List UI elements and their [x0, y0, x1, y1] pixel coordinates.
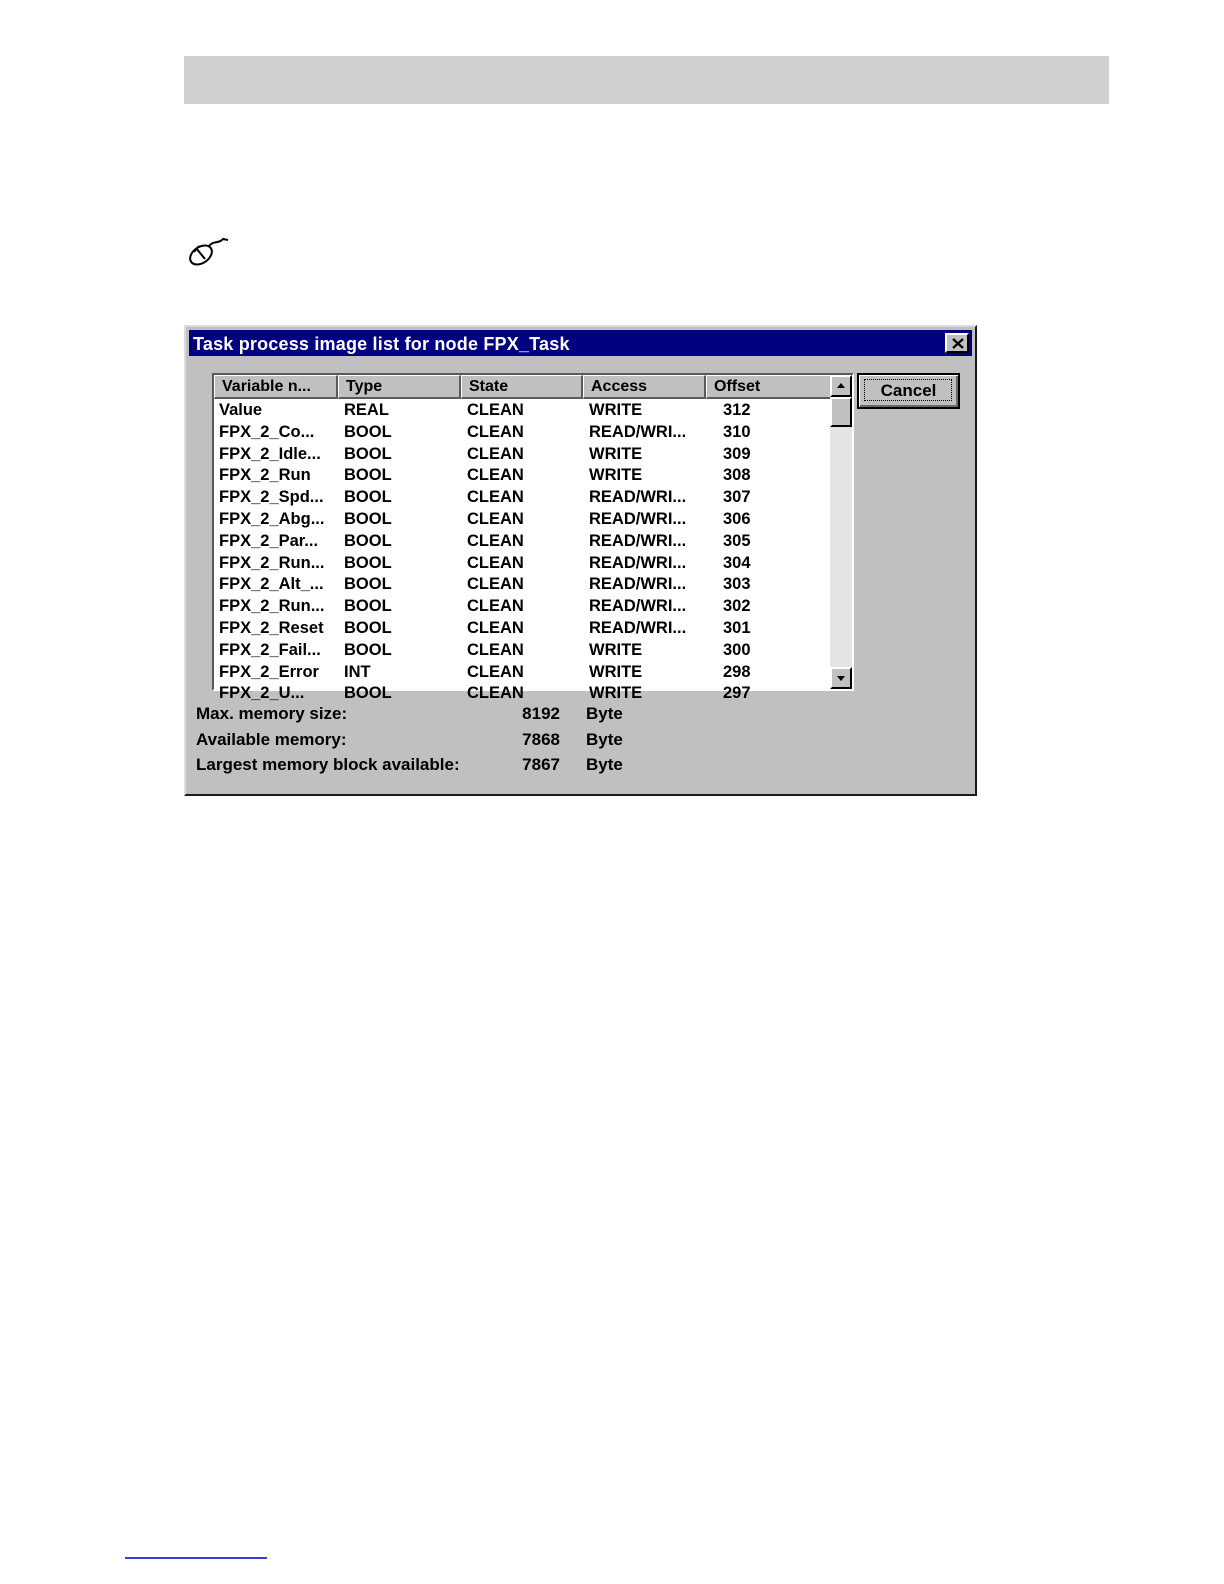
cell-access: READ/WRI...: [589, 509, 687, 528]
cell-variable-name: FPX_2_Spd...: [219, 488, 324, 507]
arrow-up-icon: [836, 382, 846, 390]
cell-offset: 306: [723, 509, 751, 528]
close-icon: [952, 338, 964, 349]
memory-unit: Byte: [586, 729, 623, 749]
page-header-bar: [184, 56, 1109, 104]
cell-variable-name: FPX_2_Par...: [219, 531, 319, 550]
cell-state: CLEAN: [467, 640, 524, 659]
memory-unit: Byte: [586, 755, 623, 775]
cell-type: BOOL: [344, 531, 392, 550]
list-row[interactable]: [214, 421, 830, 443]
list-row[interactable]: [214, 486, 830, 508]
cell-state: CLEAN: [467, 422, 524, 441]
memory-row-available: [196, 730, 796, 756]
memory-row-largest-block: [196, 755, 796, 781]
list-row[interactable]: [214, 617, 830, 639]
list-row[interactable]: [214, 661, 830, 683]
cell-state: CLEAN: [467, 575, 524, 594]
list-row[interactable]: [214, 573, 830, 595]
cell-state: CLEAN: [467, 509, 524, 528]
cell-variable-name: FPX_2_Run: [219, 466, 311, 485]
cell-variable-name: FPX_2_Co...: [219, 422, 315, 441]
column-header-row: [214, 375, 830, 399]
list-row[interactable]: [214, 595, 830, 617]
dialog-title: Task process image list for node FPX_Task: [193, 334, 570, 354]
cell-state: CLEAN: [467, 618, 524, 637]
cell-access: READ/WRI...: [589, 597, 687, 616]
cell-variable-name: FPX_2_Run...: [219, 597, 325, 616]
cancel-button[interactable]: [857, 373, 960, 409]
cell-state: CLEAN: [467, 488, 524, 507]
cell-offset: 304: [723, 553, 751, 572]
scroll-down-button[interactable]: [830, 667, 852, 689]
cell-access: WRITE: [589, 640, 643, 659]
column-header-access[interactable]: Access: [583, 375, 706, 399]
cell-variable-name: FPX_2_Idle...: [219, 444, 321, 463]
list-row[interactable]: [214, 530, 830, 552]
cell-type: BOOL: [344, 553, 392, 572]
memory-value: 7868: [522, 729, 560, 749]
list-row[interactable]: [214, 552, 830, 574]
memory-value: 7867: [522, 755, 560, 775]
list-row[interactable]: [214, 508, 830, 530]
cell-variable-name: FPX_2_Fail...: [219, 640, 321, 659]
task-process-image-dialog: [184, 325, 977, 796]
cell-offset: 308: [723, 466, 751, 485]
cell-access: WRITE: [589, 684, 643, 703]
cell-type: BOOL: [344, 640, 392, 659]
cell-offset: 297: [723, 684, 751, 703]
memory-row-max: [196, 704, 796, 730]
cell-state: CLEAN: [467, 444, 524, 463]
dialog-titlebar[interactable]: [189, 330, 972, 356]
cell-offset: 303: [723, 575, 751, 594]
cell-type: REAL: [344, 401, 389, 419]
cell-variable-name: FPX_2_Alt_...: [219, 575, 324, 594]
column-header-type[interactable]: Type: [338, 375, 461, 399]
memory-label: Largest memory block available:: [196, 755, 460, 775]
cell-offset: 309: [723, 444, 751, 463]
cell-access: READ/WRI...: [589, 575, 687, 594]
scroll-thumb[interactable]: [830, 397, 852, 427]
cell-access: READ/WRI...: [589, 488, 687, 507]
close-button[interactable]: [945, 333, 969, 353]
cell-offset: 301: [723, 618, 751, 637]
cell-type: BOOL: [344, 597, 392, 616]
cell-type: BOOL: [344, 575, 392, 594]
memory-info: [196, 704, 796, 781]
cell-variable-name: FPX_2_U...: [219, 684, 305, 703]
arrow-down-icon: [836, 674, 846, 682]
cell-state: CLEAN: [467, 553, 524, 572]
cell-variable-name: FPX_2_Error: [219, 662, 319, 681]
list-rows: [214, 399, 830, 704]
variable-list[interactable]: [212, 373, 854, 703]
column-header-state[interactable]: State: [461, 375, 583, 399]
vertical-scrollbar[interactable]: [830, 375, 852, 689]
cell-type: BOOL: [344, 444, 392, 463]
cell-access: READ/WRI...: [589, 553, 687, 572]
cell-access: WRITE: [589, 444, 643, 463]
cell-type: BOOL: [344, 466, 392, 485]
cell-type: BOOL: [344, 509, 392, 528]
cell-state: CLEAN: [467, 531, 524, 550]
cell-state: CLEAN: [467, 401, 524, 419]
footer-rule: [125, 1557, 267, 1559]
cell-type: BOOL: [344, 684, 392, 703]
cell-variable-name: FPX_2_Abg...: [219, 509, 325, 528]
cell-type: BOOL: [344, 618, 392, 637]
cell-access: READ/WRI...: [589, 531, 687, 550]
cell-variable-name: Value: [219, 401, 263, 419]
list-row[interactable]: [214, 639, 830, 661]
cell-offset: 300: [723, 640, 751, 659]
cell-access: READ/WRI...: [589, 422, 687, 441]
cell-offset: 305: [723, 531, 751, 550]
cell-offset: 312: [723, 401, 751, 419]
cell-state: CLEAN: [467, 597, 524, 616]
cancel-label: Cancel: [880, 381, 937, 400]
memory-label: Max. memory size:: [196, 704, 348, 723]
cell-offset: 302: [723, 597, 751, 616]
cell-access: WRITE: [589, 401, 643, 419]
cell-offset: 307: [723, 488, 751, 507]
memory-value: 8192: [522, 704, 560, 723]
cell-state: CLEAN: [467, 466, 524, 485]
cell-variable-name: FPX_2_Run...: [219, 553, 325, 572]
list-row[interactable]: [214, 464, 830, 486]
memory-unit: Byte: [586, 704, 623, 723]
cell-access: READ/WRI...: [589, 618, 687, 637]
cell-access: WRITE: [589, 662, 643, 681]
cell-state: CLEAN: [467, 662, 524, 681]
list-row[interactable]: [214, 682, 830, 704]
cell-offset: 298: [723, 662, 751, 681]
list-row[interactable]: [214, 443, 830, 465]
list-row[interactable]: [214, 399, 830, 421]
cell-access: WRITE: [589, 466, 643, 485]
cell-offset: 310: [723, 422, 751, 441]
cell-type: INT: [344, 662, 371, 681]
column-header-offset[interactable]: Offset: [706, 375, 834, 399]
cell-type: BOOL: [344, 488, 392, 507]
memory-label: Available memory:: [196, 729, 347, 749]
mouse-icon: [186, 234, 230, 268]
cell-state: CLEAN: [467, 684, 524, 703]
scroll-up-button[interactable]: [830, 375, 852, 397]
cell-type: BOOL: [344, 422, 392, 441]
column-header-variable-name[interactable]: Variable n...: [214, 375, 338, 399]
cell-variable-name: FPX_2_Reset: [219, 618, 324, 637]
